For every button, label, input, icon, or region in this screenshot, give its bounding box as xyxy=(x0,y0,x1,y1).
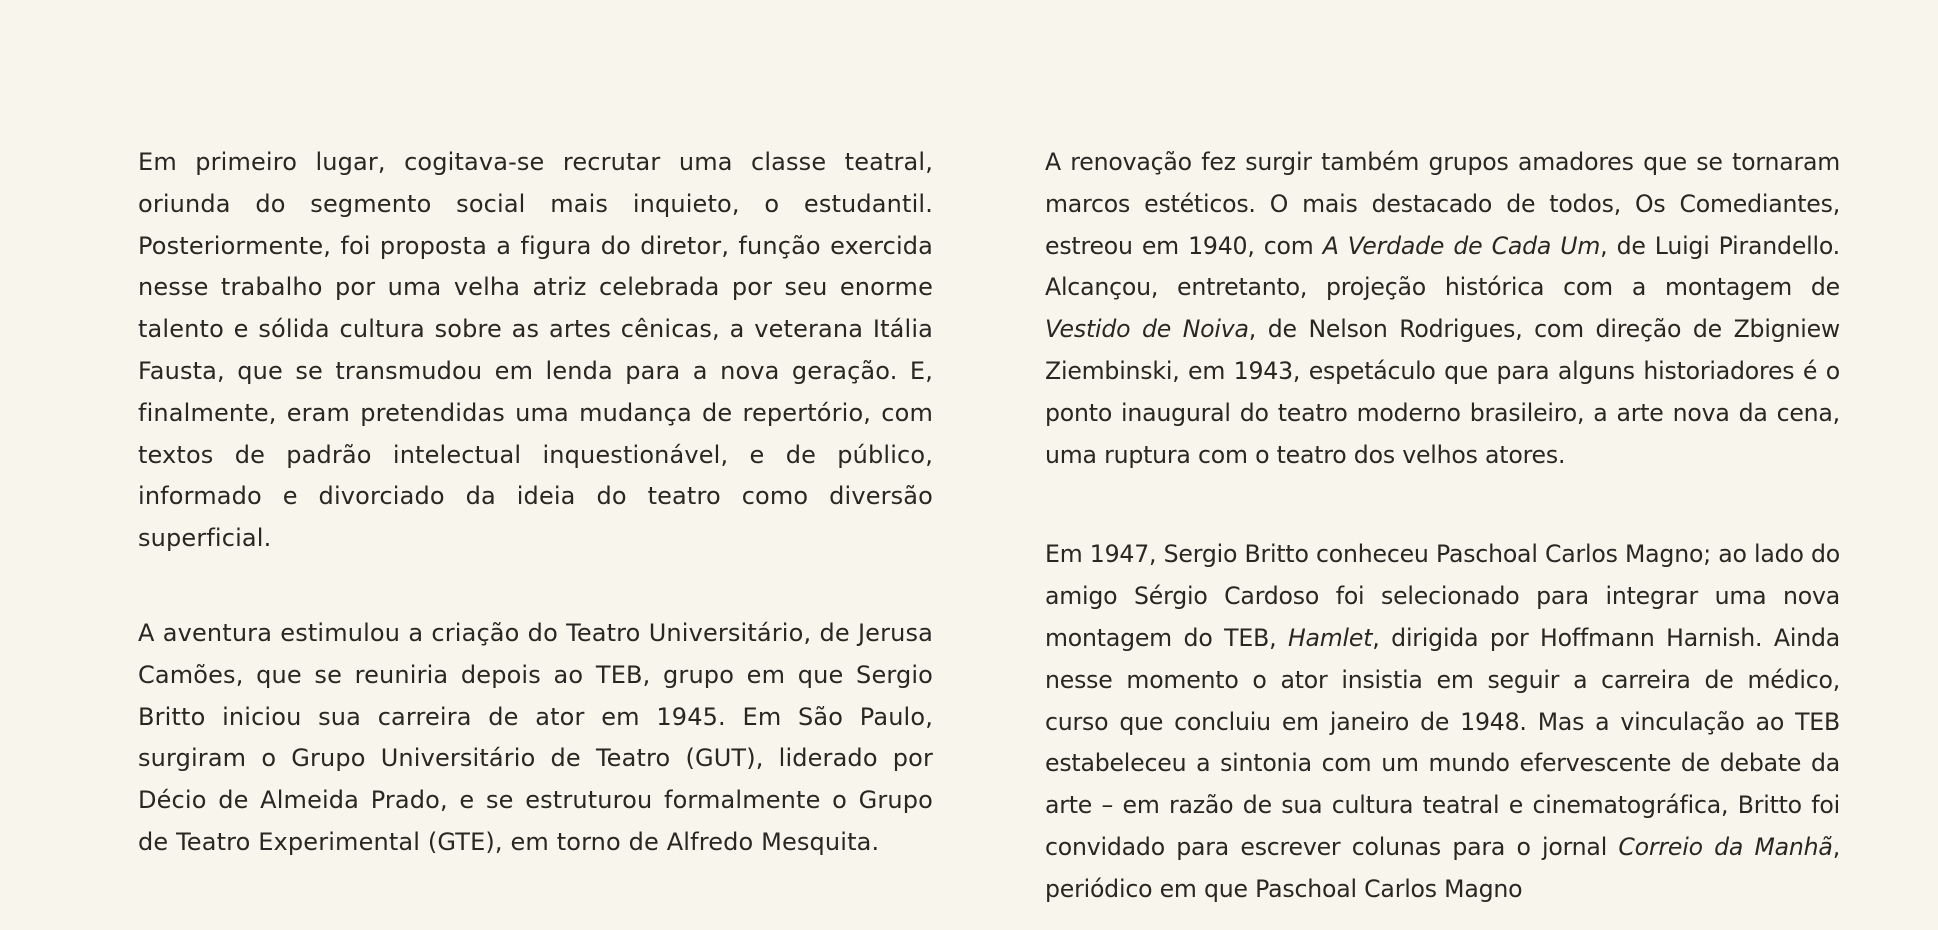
right-paragraph-2 xyxy=(1045,534,1840,910)
work-title-vestido-de-noiva: Vestido de Noiva xyxy=(1045,315,1249,344)
text-run: , de Luigi Pirandello. Alcançou, entretanto, projeção histórica com a montagem de xyxy=(1045,231,1840,302)
newspaper-title-correio-da-manha: Correio da Manhã xyxy=(1618,832,1833,861)
left-paragraph-1: Em primeiro lugar, cogitava-se recrutar uma classe teatral, oriunda do segmento social mais inquieto, o estudantil. Posteriormente, foi proposta a figura do diretor, função exercida nesse trabalho por uma velha atriz celebrada por seu enorme talento e sólida cultura sobre as artes cênicas, a veterana Itália Fausta, que se transmudou em lenda para a nova geração. E, finalmente, eram pretendidas uma mudança de repertório, com textos de padrão intelectual inquestionável, e de público, informado e divorciado da ideia do teatro como diversão superficial. xyxy=(138,148,933,553)
right-column xyxy=(1045,142,1840,911)
text-run: , periódico em que Paschoal Carlos Magno xyxy=(1045,832,1840,903)
paragraph-gap xyxy=(1045,476,1840,534)
paragraph-gap xyxy=(138,560,933,613)
text-run: , de Nelson Rodrigues, com direção de Zbigniew Ziembinski, em 1943, espetáculo que para alguns historiadores é o ponto inaugural do teatro moderno brasileiro, a arte nova da cena, uma ruptura com o teatro dos velhos atores. xyxy=(1045,315,1840,469)
text-run: A renovação fez surgir também grupos amadores que se tornaram marcos estéticos. O mais destacado de todos, Os Comediantes, estreou em 1940, com xyxy=(1045,148,1840,260)
left-column xyxy=(138,142,933,864)
work-title-hamlet: Hamlet xyxy=(1287,623,1373,652)
text-run: Em 1947, Sergio Britto conheceu Paschoal Carlos Magno; ao lado do amigo Sérgio Cardoso foi selecionado para integrar uma nova montagem do TEB, xyxy=(1045,540,1840,652)
left-paragraph-2: A aventura estimulou a criação do Teatro Universitário, de Jerusa Camões, que se reuniria depois ao TEB, grupo em que Sergio Britto iniciou sua carreira de ator em 1945. Em São Paulo, surgiram o Grupo Universitário de Teatro (GUT), liderado por Décio de Almeida Prado, e se estruturou formalmente o Grupo de Teatro Experimental (GTE), em torno de Alfredo Mesquita. xyxy=(138,618,933,856)
right-paragraph-1 xyxy=(1045,142,1840,476)
work-title-a-verdade-de-cada-um: A Verdade de Cada Um xyxy=(1322,231,1601,260)
text-run: , dirigida por Hoffmann Harnish. Ainda nesse momento o ator insistia em seguir a carreira de médico, curso que concluiu em janeiro de 1948. Mas a vinculação ao TEB estabeleceu a sintonia com um mundo efervescente de debate da arte – em razão de sua cultura teatral e cinematográfica, Britto foi convidado para escrever colunas para o jornal xyxy=(1045,623,1840,861)
